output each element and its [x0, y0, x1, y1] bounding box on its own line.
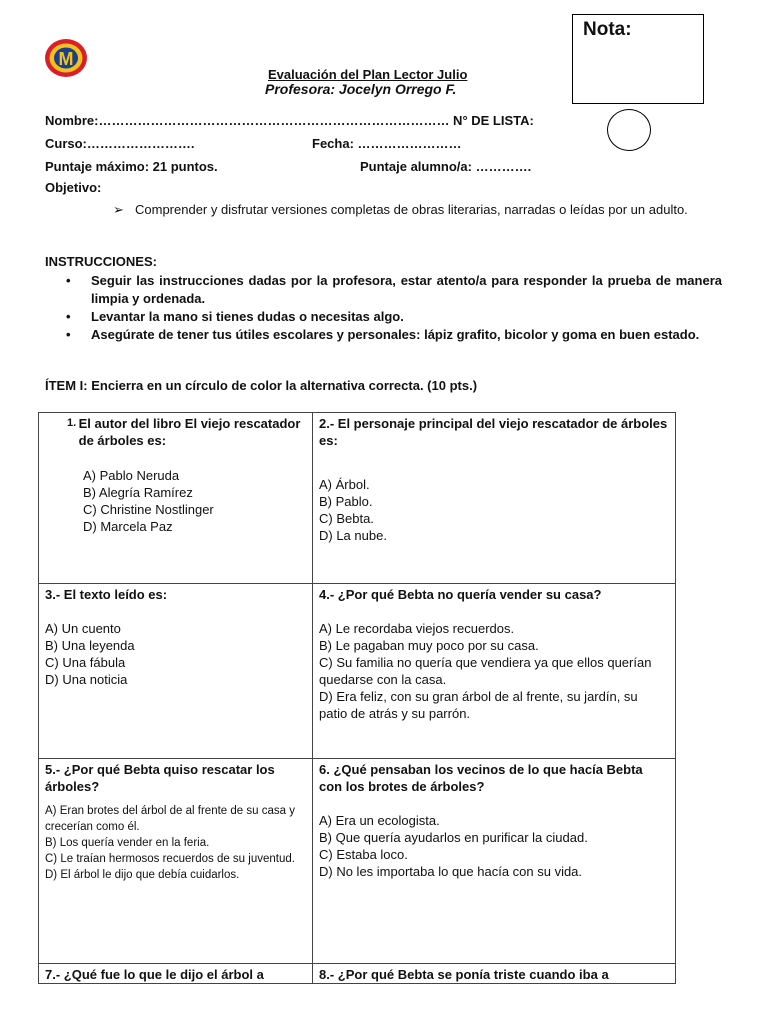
objective-text-block: [115, 201, 722, 218]
question-6-text: 6. ¿Qué pensaban los vecinos de lo que hacía Bebta con los brotes de árboles?: [319, 762, 643, 794]
option-a[interactable]: A) Un cuento: [45, 621, 121, 636]
question-4-text: 4.- ¿Por qué Bebta no quería vender su casa?: [319, 587, 602, 602]
question-cell-8: [313, 964, 676, 984]
option-d[interactable]: D) Una noticia: [45, 672, 128, 687]
instruction-text: Seguir las instrucciones dadas por la profesora, estar atento/a para responder la prueba de manera limpia y ordenada.: [91, 273, 722, 306]
item-heading: ÍTEM I: Encierra en un círculo de color la alternativa correcta. (10 pts.): [45, 378, 478, 393]
bullet-icon: •: [66, 326, 71, 342]
option-a[interactable]: A) Era un ecologista.: [319, 813, 440, 828]
max-score: Puntaje máximo: 21 puntos.: [45, 159, 218, 174]
list-item: [65, 326, 722, 344]
options-list: [45, 620, 306, 688]
name-field[interactable]: Nombre:……………………………………………………………………… N° DE LISTA:: [45, 113, 534, 128]
list-item: [65, 272, 722, 307]
question-2-text: 2.- El personaje principal del viejo rescatador de árboles es:: [319, 416, 668, 448]
option-c[interactable]: C) Estaba loco.: [319, 847, 408, 862]
question-text: [45, 415, 306, 449]
option-d[interactable]: D) No les importaba lo que hacía con su vida.: [319, 864, 583, 879]
question-number: 1.: [67, 417, 77, 429]
question-cell-6: [313, 759, 676, 964]
option-a[interactable]: A) Eran brotes del árbol de al frente de su casa y crecerían como él.: [45, 805, 295, 833]
question-cell-2: [313, 413, 676, 584]
grade-box[interactable]: [572, 14, 704, 104]
option-c[interactable]: C) Le traían hermosos recuerdos de su juventud.: [45, 853, 295, 865]
option-a[interactable]: A) Pablo Neruda: [83, 468, 180, 483]
question-5-text: 5.- ¿Por qué Bebta quiso rescatar los árboles?: [45, 762, 275, 794]
bullet-icon: •: [66, 273, 71, 288]
option-d[interactable]: D) Era feliz, con su gran árbol de al frente, su jardín, su patio de atrás y su parrón.: [319, 689, 638, 721]
logo-letter: M: [58, 49, 74, 69]
option-b[interactable]: B) Los quería vender en la feria.: [45, 837, 210, 849]
question-cell-7: [39, 964, 313, 984]
option-b[interactable]: B) Pablo.: [319, 494, 373, 509]
option-d[interactable]: D) El árbol le dijo que debía cuidarlos.: [45, 869, 240, 881]
question-8-text: 8.- ¿Por qué Bebta se ponía triste cuando iba a: [319, 967, 609, 982]
school-logo: [44, 38, 88, 78]
question-3-text: 3.- El texto leído es:: [45, 587, 168, 602]
instruction-text: Levantar la mano si tienes dudas o necesitas algo.: [91, 308, 404, 324]
option-c[interactable]: C) Bebta.: [319, 511, 374, 526]
option-c[interactable]: C) Su familia no quería que vendiera ya que ellos querían quedarse con la casa.: [319, 655, 652, 687]
question-cell-4: [313, 584, 676, 759]
question-cell-1: [39, 413, 313, 584]
bullet-icon: •: [66, 308, 71, 324]
instruction-text: Asegúrate de tener tus útiles escolares y personales: lápiz grafito, bicolor y goma en buen estado.: [91, 326, 700, 342]
instructions-heading: INSTRUCCIONES:: [45, 254, 157, 269]
arrow-bullet-icon: ➢: [113, 202, 124, 217]
option-a[interactable]: A) Le recordaba viejos recuerdos.: [319, 621, 515, 636]
option-a[interactable]: A) Árbol.: [319, 477, 370, 492]
options-list: [319, 620, 669, 722]
question-7-text: 7.- ¿Qué fue lo que le dijo el árbol a: [45, 967, 264, 982]
option-b[interactable]: B) Una leyenda: [45, 638, 135, 653]
options-list: [319, 476, 669, 544]
course-field[interactable]: Curso:…………………….: [45, 136, 195, 151]
option-c[interactable]: C) Una fábula: [45, 655, 126, 670]
option-b[interactable]: B) Le pagaban muy poco por su casa.: [319, 638, 539, 653]
option-c[interactable]: C) Christine Nostlinger: [83, 502, 214, 517]
option-b[interactable]: B) Que quería ayudarlos en purificar la ciudad.: [319, 830, 588, 845]
options-list: [319, 812, 669, 880]
student-score-field[interactable]: Puntaje alumno/a: ………….: [360, 159, 532, 174]
objective-text: Comprender y disfrutar versiones completas de obras literarias, narradas o leídas por un adulto.: [135, 202, 688, 217]
question-cell-5: [39, 759, 313, 964]
questions-table: [38, 412, 676, 984]
option-d[interactable]: D) Marcela Paz: [83, 519, 173, 534]
options-list: [45, 803, 306, 883]
teacher-name: Profesora: Jocelyn Orrego F.: [265, 81, 457, 97]
instructions-list: [65, 272, 722, 344]
question-1-text: El autor del libro El viejo rescatador de árboles es:: [78, 416, 301, 448]
objective-label: Objetivo:: [45, 180, 102, 195]
list-item: [65, 308, 722, 326]
list-number-circle[interactable]: [607, 109, 651, 151]
grade-label: Nota:: [583, 19, 632, 40]
date-field[interactable]: Fecha: ……………………: [312, 136, 462, 151]
option-d[interactable]: D) La nube.: [319, 528, 387, 543]
question-cell-3: [39, 584, 313, 759]
options-list: [45, 467, 306, 535]
option-b[interactable]: B) Alegría Ramírez: [83, 485, 193, 500]
document-title: Evaluación del Plan Lector Julio: [268, 67, 468, 82]
